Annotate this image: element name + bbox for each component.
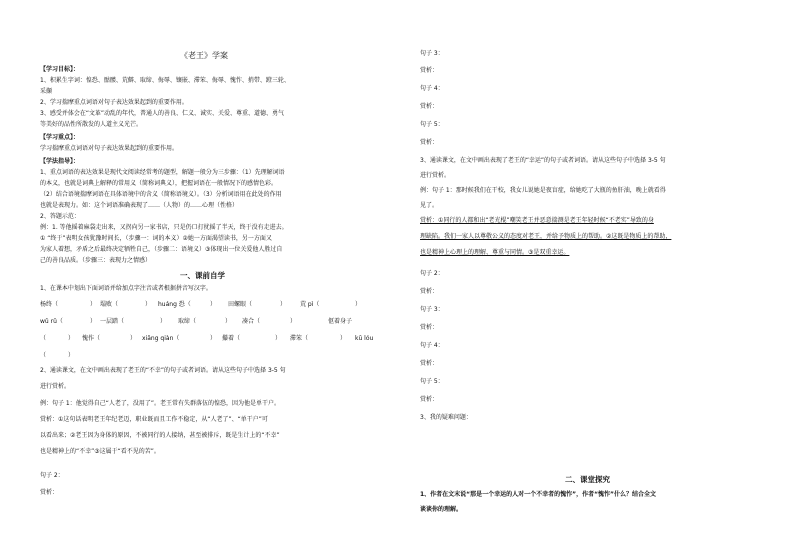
vocab-item: 凑合（ [242, 318, 261, 325]
vocab-blank: ） [280, 301, 287, 308]
vocab-blank: ） [290, 318, 297, 325]
explore-question: 谈谈你的理解。 [420, 506, 463, 513]
question-line: 1、在课本中划出下面词语并给加点字注音或者根据拼音写汉字。 [40, 285, 212, 292]
analysis-line: 也是精神上心理上的理解、尊重与同情。③是双重幸运。 [420, 249, 570, 256]
doubt-question: 3、我的疑难问题： [420, 414, 472, 421]
section-title: 一、课前自学 [180, 271, 225, 280]
analysis-line: 以看出来；②老王因为身体的原因，不被同行的人接纳，甚至被排斥，既是生计上的“不幸” [40, 432, 280, 439]
sentence-blank: 句子 3： [420, 306, 444, 313]
guide-line: 例：1. 等他摇着麻袋走出来，又拐向另一家书店，只是仍口打扰摇了半天，终于没有走进去。 [40, 224, 288, 231]
vocab-blank: ） [355, 301, 362, 308]
vocab-blank: （ [40, 352, 47, 359]
vocab-item: 田螺眼（ [228, 301, 253, 308]
vocab-blank: ） [225, 318, 232, 325]
section-title: 二、课堂探究 [565, 475, 610, 484]
question-line: 进行赏析。 [420, 172, 451, 179]
doc-title: 《老王》学案 [180, 51, 228, 60]
vocab-blank: ） [275, 335, 282, 342]
analysis-blank: 赏析： [420, 103, 439, 110]
vocab-item: 取缔（ [178, 318, 197, 325]
vocab-blank: ） [90, 301, 97, 308]
analysis-blank: 赏析： [420, 67, 439, 74]
vocab-item: 荒 pì（ [300, 301, 320, 308]
question-line: 3、通读课文，在文中画出表现了老王的“幸运”的句子或者词语。请从这些句子中选择 3-5 句 [420, 157, 666, 164]
vocab-item: xiāng qiàn（ [142, 335, 180, 342]
analysis-line: 也是精神上的“不幸”③这属于“看不见的苦”。 [40, 448, 160, 455]
example-line: 见了。 [420, 202, 439, 209]
guide-line: 的本义，也就是词典上解释的常用义（简称词典义），把握词语在一般情况下的感情色彩。 [40, 180, 278, 187]
vocab-blank: ） [68, 352, 75, 359]
guide-line: （2）结合语境揣摩词语在具体语境中的含义（简称语境义）。（3）分析词语用在此处的作用 [40, 191, 282, 198]
goal-line: 2、学习揣摩重点词语对句子表达效果起到的重要作用。 [40, 99, 188, 106]
guide-line: 1、重点词语的表达效果是现代文阅读经常考的题型，解题一般分为三步骤：（1）先理解词语 [40, 169, 285, 176]
sentence-blank: 句子 5： [420, 121, 444, 128]
vocab-item: 塌败（ [100, 301, 119, 308]
goal-line: 1、积累生字词：惶恐、骷髅、荒僻、取缔、侮辱、镶嵌、滞笨、侮辱、愧怍、捎带、蹬三轮、 [40, 77, 290, 84]
analysis-line: 赏析：①同行的人都和出“老光棍”嘲笑老王并恶意揣测是老王年轻时候“不老实”导致的身 [420, 217, 654, 224]
sentence-blank: 句子 2： [420, 270, 444, 277]
vocab-item: kū lóu [355, 335, 374, 342]
analysis-blank: 赏析： [40, 489, 59, 496]
goals-heading: 【学习目标】： [40, 66, 80, 73]
vocab-item: 一层踏（ [100, 318, 125, 325]
question-line: 2、通读课文，在文中画出表现了老王的“不幸”的句子或者词语。请从这些句子中选择 3-5 句 [40, 367, 286, 374]
goal-line: 采撷 [40, 88, 53, 95]
vocab-blank: ） [210, 301, 217, 308]
example-line: 例：句子 1：他觉得自己“人老了，没用了”。老王常有失群落伍的惶恐，因为他是单干户。 [40, 400, 280, 407]
vocab-item: 攥着（ [222, 335, 241, 342]
analysis-blank: 赏析： [420, 396, 439, 403]
question-line: 进行赏析。 [40, 383, 71, 390]
sentence-blank: 句子 3： [420, 50, 444, 57]
sentence-blank: 句子 4： [420, 342, 444, 349]
vocab-item: 愧作（ [82, 335, 101, 342]
analysis-line: 赏析：①这句话表明老王年纪老迈，职业既而且工作不稳定，从“人老了”、“单干户”可 [40, 416, 268, 423]
analysis-blank: 赏析： [420, 288, 439, 295]
analysis-blank: 赏析： [420, 360, 439, 367]
sentence-blank: 句子 2： [40, 472, 64, 479]
vocab-blank: ） [130, 335, 137, 342]
guide-line: 为家人着想，矛盾之后最终决定牺牲自己，（步骤二：语境义）③体现出一位关爱他人胜过自 [40, 246, 283, 253]
sentence-blank: 句子 4： [420, 85, 444, 92]
guide-heading: 【学法指导】： [40, 158, 80, 165]
sentence-blank: 句子 5： [420, 378, 444, 385]
vocab-blank: ） [210, 335, 217, 342]
key-text: 学习揣摩重点词语对句子表达效果起到的重要作用。 [40, 145, 179, 152]
goal-line: 3、感受并体会在“文革”动乱的年代，普通人的善良、仁义、诚实、关爱、尊重、道德、勇气 [40, 110, 285, 117]
vocab-blank: ） [90, 318, 97, 325]
guide-line: ① “终于”表明女孩犹豫时间长，（步骤一：词的本义）②她一方面渴望读书，另一方面又 [40, 235, 272, 242]
vocab-item: 伛着身子 [328, 318, 353, 325]
vocab-item: 滞笨（ [290, 335, 309, 342]
vocab-item: 杨终（ [40, 301, 59, 308]
vocab-blank: ） [145, 301, 152, 308]
analysis-line: 理缺陷。我们一家人以尊敬公义的态度对老王，并给予物质上的帮助。②这既是物质上的帮助， [420, 233, 672, 240]
guide-line: 2、答题示范： [40, 213, 80, 220]
vocab-blank: （ [40, 335, 47, 342]
guide-line: 也就是表现力。如：这个词语准确表现了……（人物）的……心理（性格） [40, 202, 239, 209]
vocab-blank: ） [340, 335, 347, 342]
analysis-blank: 赏析： [420, 324, 439, 331]
vocab-blank: ） [68, 335, 75, 342]
key-heading: 【学习重点】： [40, 134, 80, 141]
analysis-blank: 赏析： [420, 139, 439, 146]
goal-line: 等美好的品性所散发的人道主义光芒。 [40, 121, 143, 128]
vocab-blank: ） [160, 318, 167, 325]
vocab-item: wǔ rǔ（ [40, 318, 63, 325]
guide-line: 己的善良品质。（步骤三：表现力之情感） [40, 257, 152, 264]
example-line: 例：句子 1：那时候我们在干校，我女儿说她是夜盲症，给她吃了大瓶的鱼肝油，晚上就看得 [420, 187, 666, 194]
explore-question: 1、作者在文末说“那是一个幸运的人对一个不幸者的愧怍”，作者“愧怍”什么？结合全文 [420, 491, 656, 498]
vocab-item: huáng 恐（ [158, 301, 191, 308]
